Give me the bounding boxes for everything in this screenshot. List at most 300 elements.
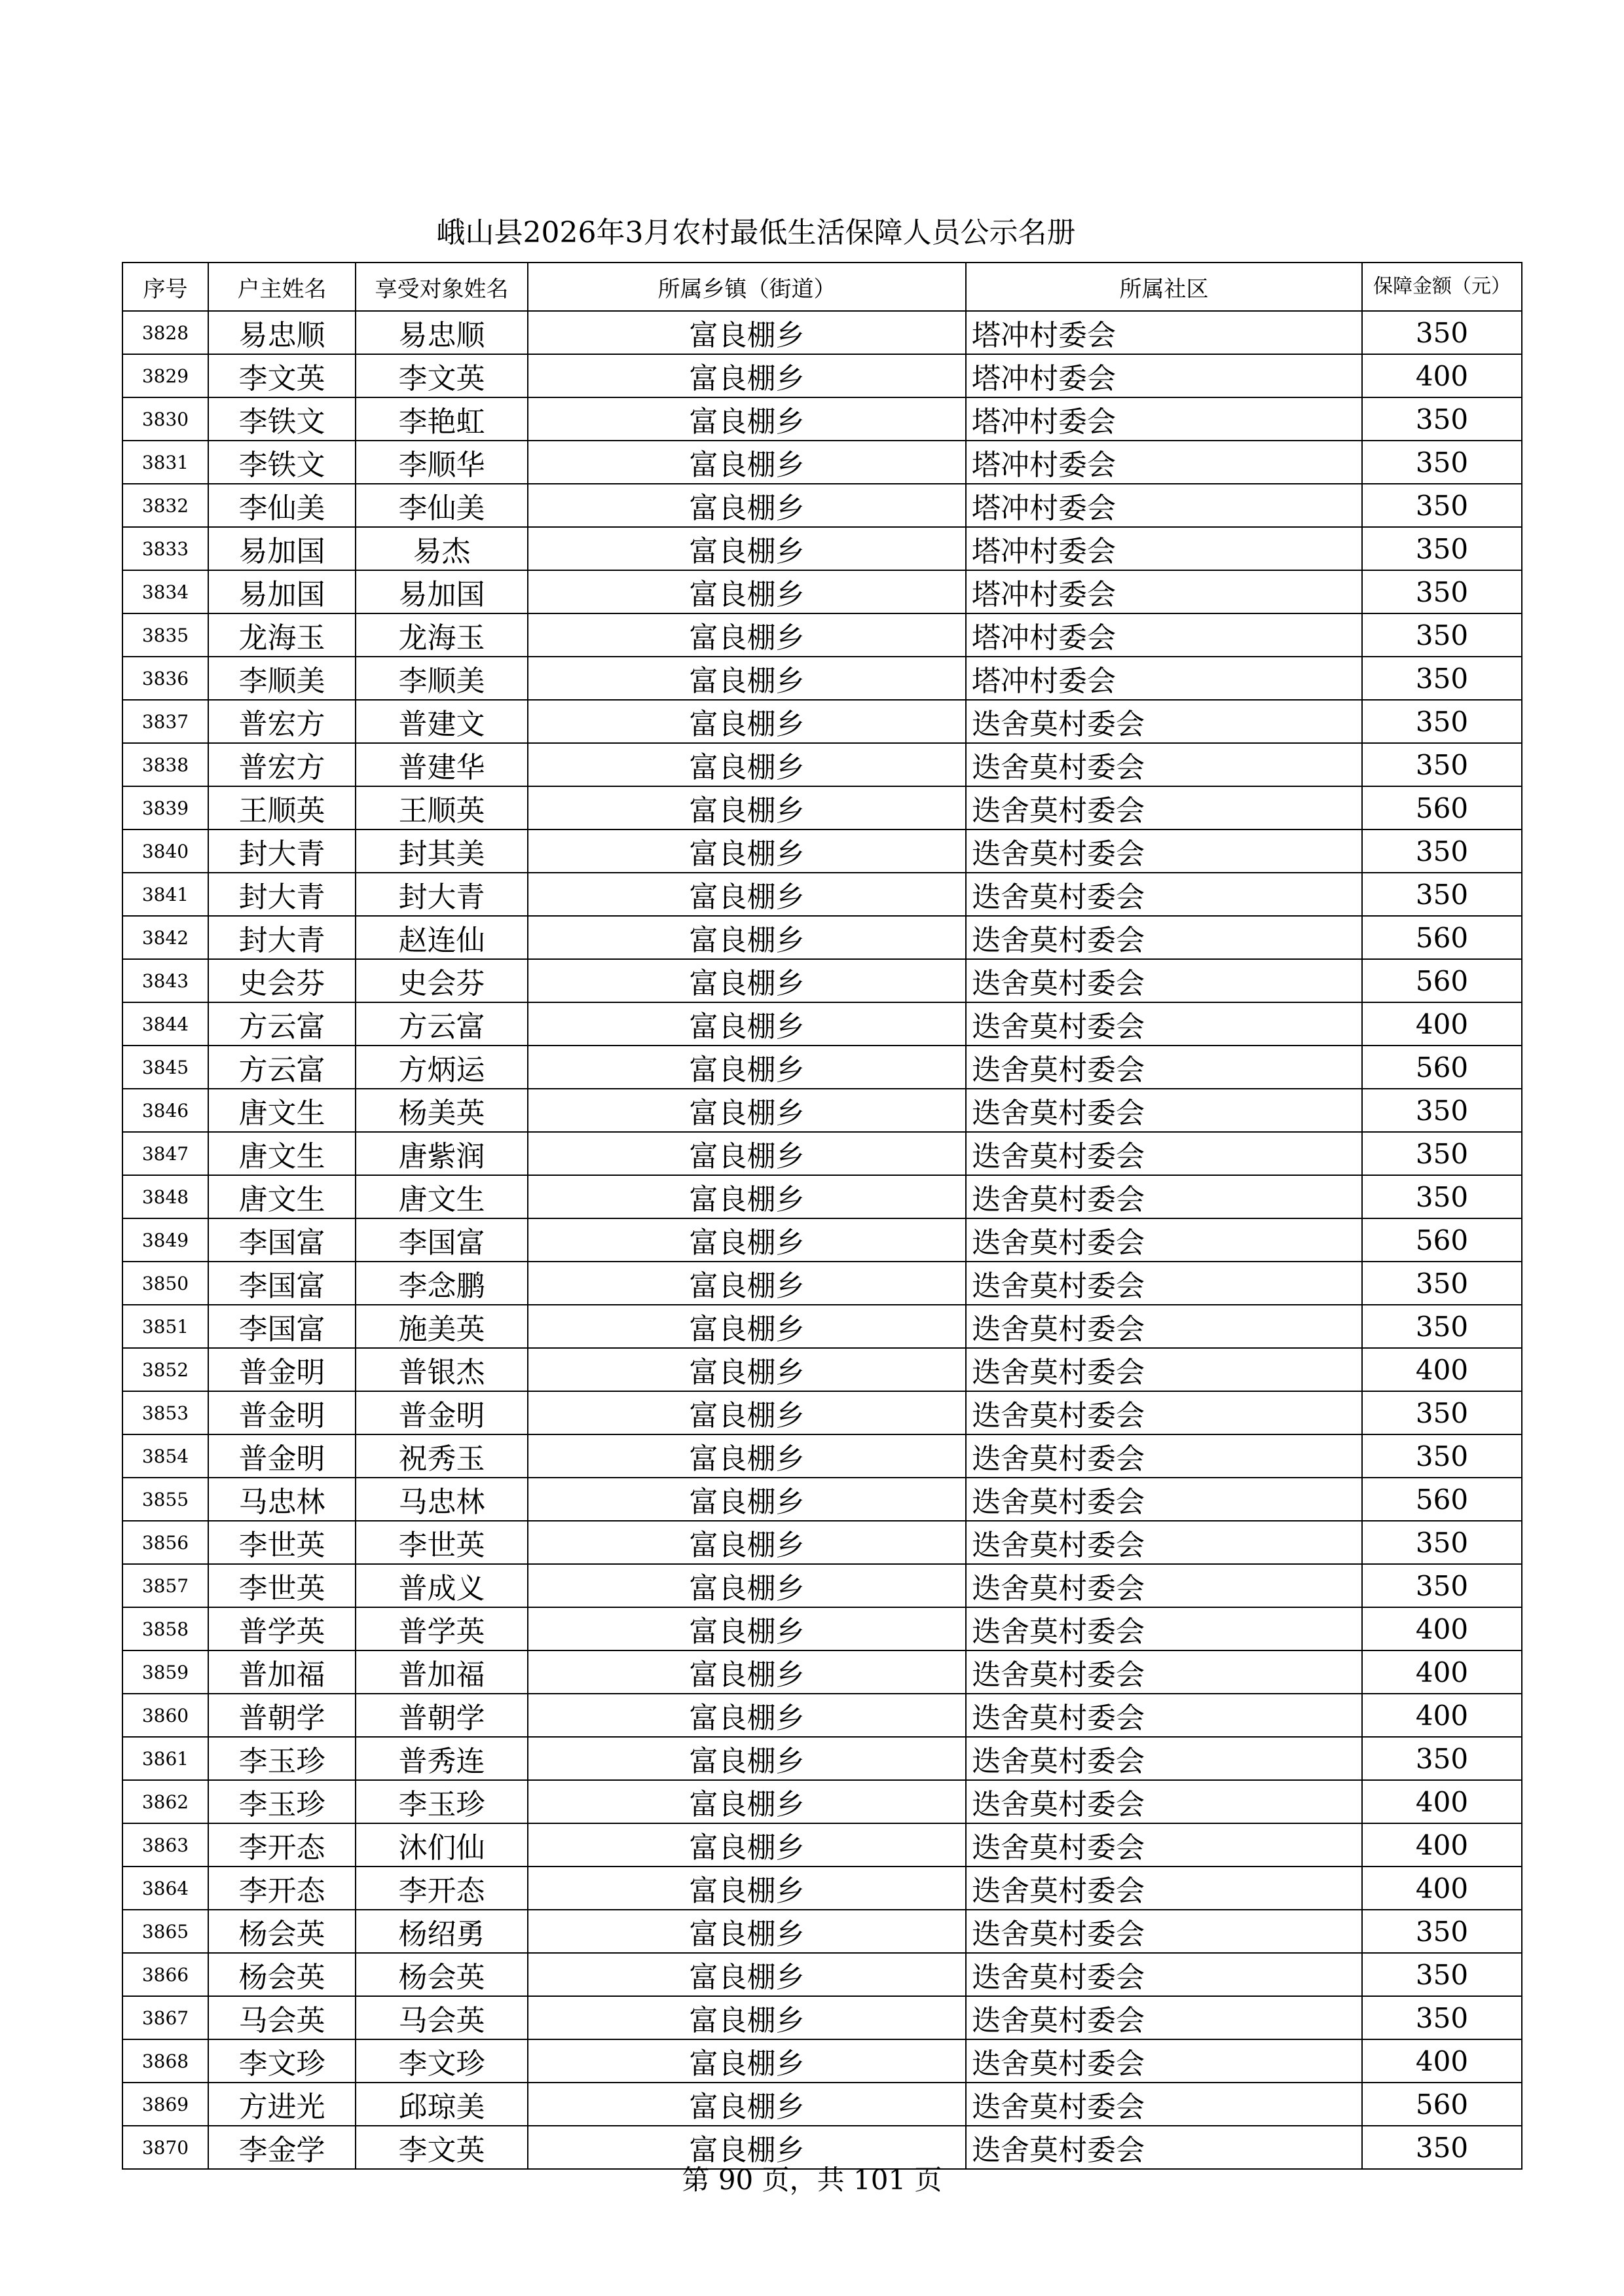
cell-seq: 3830 <box>122 397 208 441</box>
cell-householder: 李国富 <box>208 1218 356 1262</box>
table-row <box>122 484 1522 527</box>
cell-community: 塔冲村委会 <box>966 657 1362 700</box>
table-row <box>122 354 1522 397</box>
cell-householder: 普朝学 <box>208 1694 356 1737</box>
cell-township: 富良棚乡 <box>528 1046 966 1089</box>
table-row <box>122 1348 1522 1391</box>
cell-householder: 李仙美 <box>208 484 356 527</box>
table-row <box>122 527 1522 570</box>
cell-beneficiary: 杨会英 <box>356 1953 528 1996</box>
cell-community: 迭舍莫村委会 <box>966 829 1362 873</box>
cell-township: 富良棚乡 <box>528 311 966 354</box>
header-beneficiary: 享受对象姓名 <box>356 263 528 311</box>
cell-seq: 3860 <box>122 1694 208 1737</box>
cell-beneficiary: 易杰 <box>356 527 528 570</box>
cell-beneficiary: 李仙美 <box>356 484 528 527</box>
cell-township: 富良棚乡 <box>528 916 966 959</box>
cell-amount: 350 <box>1362 1953 1522 1996</box>
cell-seq: 3848 <box>122 1175 208 1218</box>
cell-seq: 3858 <box>122 1607 208 1650</box>
cell-beneficiary: 李玉珍 <box>356 1780 528 1823</box>
cell-householder: 普金明 <box>208 1348 356 1391</box>
cell-beneficiary: 普建文 <box>356 700 528 743</box>
header-community: 所属社区 <box>966 263 1362 311</box>
table-row <box>122 1953 1522 1996</box>
cell-beneficiary: 李开态 <box>356 1867 528 1910</box>
cell-township: 富良棚乡 <box>528 1780 966 1823</box>
cell-seq: 3857 <box>122 1564 208 1607</box>
cell-seq: 3844 <box>122 1002 208 1046</box>
table-row <box>122 700 1522 743</box>
cell-amount: 560 <box>1362 916 1522 959</box>
cell-seq: 3859 <box>122 1650 208 1694</box>
cell-householder: 唐文生 <box>208 1175 356 1218</box>
cell-amount: 560 <box>1362 1046 1522 1089</box>
cell-amount: 350 <box>1362 1564 1522 1607</box>
cell-township: 富良棚乡 <box>528 1694 966 1737</box>
cell-householder: 普金明 <box>208 1391 356 1434</box>
table-row <box>122 1780 1522 1823</box>
header-seq: 序号 <box>122 263 208 311</box>
cell-amount: 560 <box>1362 1218 1522 1262</box>
footer-middle: 页，共 <box>762 2164 845 2196</box>
cell-township: 富良棚乡 <box>528 527 966 570</box>
cell-householder: 唐文生 <box>208 1132 356 1175</box>
cell-beneficiary: 普建华 <box>356 743 528 786</box>
cell-beneficiary: 方炳运 <box>356 1046 528 1089</box>
footer-total-pages: 101 <box>853 2164 906 2196</box>
table-body <box>122 311 1522 2169</box>
cell-community: 迭舍莫村委会 <box>966 873 1362 916</box>
table-row <box>122 1650 1522 1694</box>
cell-householder: 杨会英 <box>208 1953 356 1996</box>
cell-beneficiary: 普银杰 <box>356 1348 528 1391</box>
cell-community: 塔冲村委会 <box>966 570 1362 613</box>
cell-community: 迭舍莫村委会 <box>966 1564 1362 1607</box>
cell-seq: 3851 <box>122 1305 208 1348</box>
cell-seq: 3840 <box>122 829 208 873</box>
cell-beneficiary: 唐紫润 <box>356 1132 528 1175</box>
cell-township: 富良棚乡 <box>528 1348 966 1391</box>
cell-township: 富良棚乡 <box>528 1218 966 1262</box>
cell-township: 富良棚乡 <box>528 1564 966 1607</box>
cell-amount: 350 <box>1362 311 1522 354</box>
cell-amount: 400 <box>1362 1607 1522 1650</box>
cell-township: 富良棚乡 <box>528 786 966 829</box>
cell-householder: 李开态 <box>208 1823 356 1867</box>
cell-community: 迭舍莫村委会 <box>966 1478 1362 1521</box>
cell-beneficiary: 李世英 <box>356 1521 528 1564</box>
table-row <box>122 2083 1522 2126</box>
cell-community: 迭舍莫村委会 <box>966 1218 1362 1262</box>
cell-community: 迭舍莫村委会 <box>966 1002 1362 1046</box>
cell-seq: 3864 <box>122 1867 208 1910</box>
cell-township: 富良棚乡 <box>528 1175 966 1218</box>
cell-beneficiary: 祝秀玉 <box>356 1434 528 1478</box>
cell-township: 富良棚乡 <box>528 1305 966 1348</box>
header-householder: 户主姓名 <box>208 263 356 311</box>
cell-householder: 唐文生 <box>208 1089 356 1132</box>
cell-community: 迭舍莫村委会 <box>966 1521 1362 1564</box>
table-row <box>122 1867 1522 1910</box>
cell-householder: 封大青 <box>208 873 356 916</box>
cell-beneficiary: 邱琼美 <box>356 2083 528 2126</box>
document-title: 峨山县2026年3月农村最低生活保障人员公示名册 <box>436 216 1076 249</box>
table-row <box>122 1564 1522 1607</box>
cell-seq: 3839 <box>122 786 208 829</box>
header-township: 所属乡镇（街道） <box>528 263 966 311</box>
cell-householder: 龙海玉 <box>208 613 356 657</box>
cell-beneficiary: 唐文生 <box>356 1175 528 1218</box>
cell-amount: 350 <box>1362 657 1522 700</box>
cell-township: 富良棚乡 <box>528 700 966 743</box>
cell-amount: 400 <box>1362 1867 1522 1910</box>
cell-beneficiary: 普学英 <box>356 1607 528 1650</box>
cell-householder: 史会芬 <box>208 959 356 1002</box>
cell-township: 富良棚乡 <box>528 1089 966 1132</box>
cell-amount: 350 <box>1362 700 1522 743</box>
cell-amount: 350 <box>1362 1910 1522 1953</box>
table-row <box>122 2039 1522 2083</box>
cell-amount: 350 <box>1362 613 1522 657</box>
cell-seq: 3863 <box>122 1823 208 1867</box>
cell-amount: 350 <box>1362 1175 1522 1218</box>
cell-householder: 普宏方 <box>208 700 356 743</box>
cell-beneficiary: 普秀连 <box>356 1737 528 1780</box>
cell-township: 富良棚乡 <box>528 1953 966 1996</box>
cell-beneficiary: 马会英 <box>356 1996 528 2039</box>
cell-community: 迭舍莫村委会 <box>966 1650 1362 1694</box>
cell-amount: 400 <box>1362 1823 1522 1867</box>
cell-seq: 3829 <box>122 354 208 397</box>
cell-seq: 3853 <box>122 1391 208 1434</box>
cell-township: 富良棚乡 <box>528 2083 966 2126</box>
cell-seq: 3850 <box>122 1262 208 1305</box>
cell-seq: 3869 <box>122 2083 208 2126</box>
cell-township: 富良棚乡 <box>528 1910 966 1953</box>
table-row <box>122 1002 1522 1046</box>
cell-amount: 560 <box>1362 959 1522 1002</box>
cell-community: 迭舍莫村委会 <box>966 1262 1362 1305</box>
cell-beneficiary: 李国富 <box>356 1218 528 1262</box>
cell-township: 富良棚乡 <box>528 1478 966 1521</box>
cell-seq: 3845 <box>122 1046 208 1089</box>
cell-householder: 普宏方 <box>208 743 356 786</box>
cell-seq: 3856 <box>122 1521 208 1564</box>
cell-beneficiary: 易加国 <box>356 570 528 613</box>
cell-beneficiary: 施美英 <box>356 1305 528 1348</box>
cell-householder: 王顺英 <box>208 786 356 829</box>
cell-beneficiary: 王顺英 <box>356 786 528 829</box>
cell-amount: 350 <box>1362 1132 1522 1175</box>
cell-amount: 400 <box>1362 354 1522 397</box>
cell-seq: 3842 <box>122 916 208 959</box>
cell-beneficiary: 赵连仙 <box>356 916 528 959</box>
cell-community: 迭舍莫村委会 <box>966 1434 1362 1478</box>
cell-amount: 560 <box>1362 786 1522 829</box>
cell-householder: 李文珍 <box>208 2039 356 2083</box>
cell-beneficiary: 普加福 <box>356 1650 528 1694</box>
table-row <box>122 1694 1522 1737</box>
cell-seq: 3832 <box>122 484 208 527</box>
footer-suffix: 页 <box>914 2164 942 2196</box>
cell-amount: 350 <box>1362 397 1522 441</box>
cell-beneficiary: 方云富 <box>356 1002 528 1046</box>
table-row <box>122 570 1522 613</box>
table-row <box>122 1305 1522 1348</box>
cell-householder: 普加福 <box>208 1650 356 1694</box>
cell-community: 塔冲村委会 <box>966 527 1362 570</box>
cell-seq: 3831 <box>122 441 208 484</box>
cell-seq: 3867 <box>122 1996 208 2039</box>
cell-community: 迭舍莫村委会 <box>966 1175 1362 1218</box>
cell-township: 富良棚乡 <box>528 397 966 441</box>
cell-seq: 3849 <box>122 1218 208 1262</box>
cell-amount: 350 <box>1362 1434 1522 1478</box>
cell-beneficiary: 李顺华 <box>356 441 528 484</box>
cell-community: 迭舍莫村委会 <box>966 2039 1362 2083</box>
roster-table <box>122 262 1522 2170</box>
cell-township: 富良棚乡 <box>528 959 966 1002</box>
cell-beneficiary: 龙海玉 <box>356 613 528 657</box>
cell-community: 迭舍莫村委会 <box>966 1737 1362 1780</box>
table-row <box>122 397 1522 441</box>
cell-beneficiary: 普朝学 <box>356 1694 528 1737</box>
cell-township: 富良棚乡 <box>528 1391 966 1434</box>
cell-amount: 350 <box>1362 829 1522 873</box>
cell-community: 迭舍莫村委会 <box>966 1996 1362 2039</box>
page-footer <box>0 2160 1624 2200</box>
table-row <box>122 786 1522 829</box>
cell-beneficiary: 杨美英 <box>356 1089 528 1132</box>
cell-township: 富良棚乡 <box>528 1867 966 1910</box>
table-row <box>122 829 1522 873</box>
cell-amount: 350 <box>1362 1089 1522 1132</box>
cell-community: 迭舍莫村委会 <box>966 1823 1362 1867</box>
table-row <box>122 1996 1522 2039</box>
cell-seq: 3868 <box>122 2039 208 2083</box>
cell-amount: 350 <box>1362 484 1522 527</box>
cell-community: 迭舍莫村委会 <box>966 1391 1362 1434</box>
cell-township: 富良棚乡 <box>528 1823 966 1867</box>
cell-seq: 3835 <box>122 613 208 657</box>
cell-householder: 李国富 <box>208 1305 356 1348</box>
cell-householder: 易忠顺 <box>208 311 356 354</box>
cell-amount: 560 <box>1362 1478 1522 1521</box>
cell-amount: 350 <box>1362 441 1522 484</box>
cell-amount: 350 <box>1362 1262 1522 1305</box>
cell-amount: 350 <box>1362 873 1522 916</box>
cell-township: 富良棚乡 <box>528 829 966 873</box>
table-row <box>122 1089 1522 1132</box>
table-row <box>122 959 1522 1002</box>
table-row <box>122 1046 1522 1089</box>
table-row <box>122 916 1522 959</box>
header-amount: 保障金额（元） <box>1362 263 1522 311</box>
cell-seq: 3865 <box>122 1910 208 1953</box>
table-row <box>122 1218 1522 1262</box>
cell-seq: 3854 <box>122 1434 208 1478</box>
cell-beneficiary: 沐们仙 <box>356 1823 528 1867</box>
cell-householder: 李开态 <box>208 1867 356 1910</box>
cell-community: 塔冲村委会 <box>966 613 1362 657</box>
table-row <box>122 1607 1522 1650</box>
cell-community: 迭舍莫村委会 <box>966 1607 1362 1650</box>
cell-beneficiary: 李文英 <box>356 2126 528 2169</box>
cell-community: 迭舍莫村委会 <box>966 743 1362 786</box>
cell-householder: 杨会英 <box>208 1910 356 1953</box>
cell-seq: 3846 <box>122 1089 208 1132</box>
table-row <box>122 1262 1522 1305</box>
cell-beneficiary: 普金明 <box>356 1391 528 1434</box>
table-row <box>122 1434 1522 1478</box>
cell-township: 富良棚乡 <box>528 1607 966 1650</box>
cell-amount: 400 <box>1362 1694 1522 1737</box>
cell-beneficiary: 李念鹏 <box>356 1262 528 1305</box>
cell-community: 塔冲村委会 <box>966 441 1362 484</box>
table-row <box>122 1391 1522 1434</box>
cell-community: 迭舍莫村委会 <box>966 1348 1362 1391</box>
table-row <box>122 1521 1522 1564</box>
cell-township: 富良棚乡 <box>528 354 966 397</box>
cell-township: 富良棚乡 <box>528 1996 966 2039</box>
cell-township: 富良棚乡 <box>528 1002 966 1046</box>
cell-community: 迭舍莫村委会 <box>966 786 1362 829</box>
cell-amount: 350 <box>1362 1521 1522 1564</box>
cell-township: 富良棚乡 <box>528 2126 966 2169</box>
table-row <box>122 311 1522 354</box>
table-row <box>122 873 1522 916</box>
cell-community: 迭舍莫村委会 <box>966 1694 1362 1737</box>
cell-householder: 李玉珍 <box>208 1737 356 1780</box>
footer-page-number: 90 <box>718 2164 754 2196</box>
cell-beneficiary: 马忠林 <box>356 1478 528 1521</box>
cell-householder: 李铁文 <box>208 441 356 484</box>
cell-householder: 李文英 <box>208 354 356 397</box>
cell-township: 富良棚乡 <box>528 484 966 527</box>
cell-community: 迭舍莫村委会 <box>966 1780 1362 1823</box>
cell-community: 迭舍莫村委会 <box>966 959 1362 1002</box>
cell-householder: 普学英 <box>208 1607 356 1650</box>
cell-community: 迭舍莫村委会 <box>966 1132 1362 1175</box>
cell-community: 迭舍莫村委会 <box>966 2126 1362 2169</box>
table-row <box>122 1175 1522 1218</box>
table-row <box>122 1478 1522 1521</box>
cell-seq: 3841 <box>122 873 208 916</box>
cell-householder: 马忠林 <box>208 1478 356 1521</box>
cell-amount: 350 <box>1362 2126 1522 2169</box>
cell-seq: 3862 <box>122 1780 208 1823</box>
cell-householder: 封大青 <box>208 829 356 873</box>
table-row <box>122 613 1522 657</box>
cell-amount: 400 <box>1362 1780 1522 1823</box>
cell-seq: 3870 <box>122 2126 208 2169</box>
cell-community: 塔冲村委会 <box>966 311 1362 354</box>
cell-seq: 3833 <box>122 527 208 570</box>
cell-amount: 350 <box>1362 527 1522 570</box>
cell-seq: 3843 <box>122 959 208 1002</box>
cell-householder: 马会英 <box>208 1996 356 2039</box>
cell-township: 富良棚乡 <box>528 743 966 786</box>
cell-township: 富良棚乡 <box>528 873 966 916</box>
cell-township: 富良棚乡 <box>528 1521 966 1564</box>
cell-seq: 3828 <box>122 311 208 354</box>
cell-township: 富良棚乡 <box>528 657 966 700</box>
cell-beneficiary: 普成义 <box>356 1564 528 1607</box>
cell-beneficiary: 杨绍勇 <box>356 1910 528 1953</box>
cell-householder: 李铁文 <box>208 397 356 441</box>
cell-householder: 方云富 <box>208 1046 356 1089</box>
cell-amount: 560 <box>1362 2083 1522 2126</box>
cell-community: 塔冲村委会 <box>966 397 1362 441</box>
cell-amount: 350 <box>1362 1996 1522 2039</box>
cell-householder: 易加国 <box>208 570 356 613</box>
cell-amount: 350 <box>1362 1391 1522 1434</box>
cell-township: 富良棚乡 <box>528 1262 966 1305</box>
cell-householder: 李世英 <box>208 1564 356 1607</box>
table-row <box>122 743 1522 786</box>
cell-beneficiary: 李艳虹 <box>356 397 528 441</box>
cell-township: 富良棚乡 <box>528 441 966 484</box>
cell-township: 富良棚乡 <box>528 1132 966 1175</box>
cell-community: 迭舍莫村委会 <box>966 1305 1362 1348</box>
cell-amount: 350 <box>1362 1737 1522 1780</box>
cell-householder: 李国富 <box>208 1262 356 1305</box>
cell-community: 塔冲村委会 <box>966 354 1362 397</box>
cell-beneficiary: 史会芬 <box>356 959 528 1002</box>
cell-township: 富良棚乡 <box>528 2039 966 2083</box>
cell-seq: 3852 <box>122 1348 208 1391</box>
cell-seq: 3838 <box>122 743 208 786</box>
table-row <box>122 657 1522 700</box>
cell-amount: 350 <box>1362 743 1522 786</box>
cell-householder: 李顺美 <box>208 657 356 700</box>
cell-beneficiary: 封大青 <box>356 873 528 916</box>
cell-householder: 易加国 <box>208 527 356 570</box>
cell-seq: 3855 <box>122 1478 208 1521</box>
cell-beneficiary: 李文英 <box>356 354 528 397</box>
cell-seq: 3861 <box>122 1737 208 1780</box>
cell-beneficiary: 李顺美 <box>356 657 528 700</box>
cell-community: 迭舍莫村委会 <box>966 1046 1362 1089</box>
table-row <box>122 1132 1522 1175</box>
table-header-row <box>122 263 1522 311</box>
cell-seq: 3836 <box>122 657 208 700</box>
cell-amount: 350 <box>1362 1305 1522 1348</box>
cell-seq: 3866 <box>122 1953 208 1996</box>
cell-householder: 方云富 <box>208 1002 356 1046</box>
cell-householder: 方进光 <box>208 2083 356 2126</box>
cell-community: 迭舍莫村委会 <box>966 1953 1362 1996</box>
table-row <box>122 1823 1522 1867</box>
cell-seq: 3837 <box>122 700 208 743</box>
cell-beneficiary: 李文珍 <box>356 2039 528 2083</box>
cell-seq: 3847 <box>122 1132 208 1175</box>
cell-householder: 普金明 <box>208 1434 356 1478</box>
cell-amount: 400 <box>1362 1348 1522 1391</box>
cell-community: 塔冲村委会 <box>966 484 1362 527</box>
cell-community: 迭舍莫村委会 <box>966 1910 1362 1953</box>
cell-community: 迭舍莫村委会 <box>966 916 1362 959</box>
cell-community: 迭舍莫村委会 <box>966 1867 1362 1910</box>
cell-amount: 400 <box>1362 2039 1522 2083</box>
cell-householder: 李玉珍 <box>208 1780 356 1823</box>
cell-township: 富良棚乡 <box>528 1737 966 1780</box>
table-row <box>122 1910 1522 1953</box>
cell-householder: 李世英 <box>208 1521 356 1564</box>
cell-seq: 3834 <box>122 570 208 613</box>
cell-township: 富良棚乡 <box>528 1650 966 1694</box>
